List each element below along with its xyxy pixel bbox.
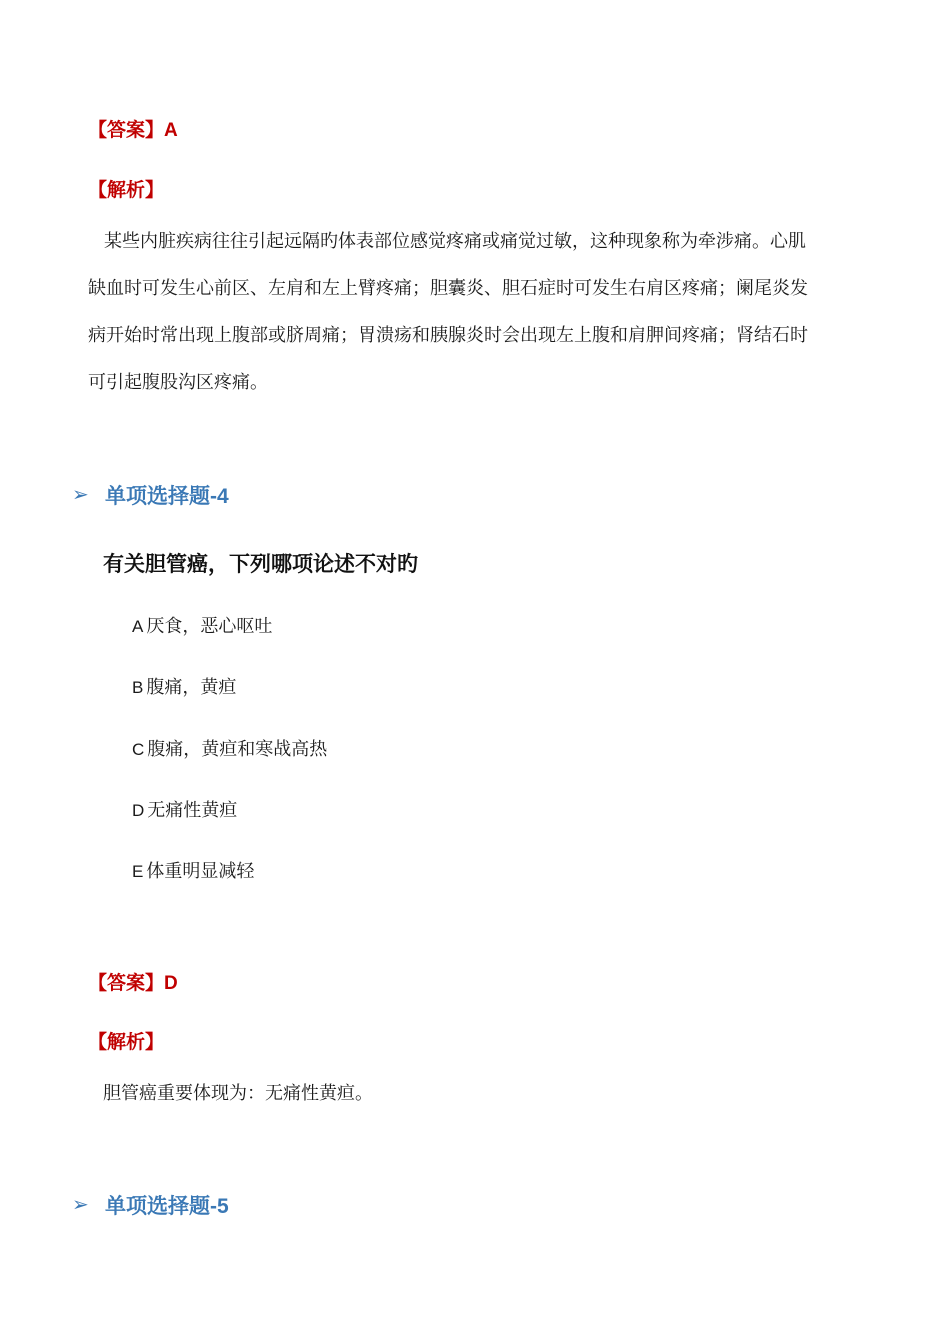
option-text: 腹痛，黄疸和寒战高热 — [147, 739, 328, 760]
bullet-arrow-icon: ➢ — [72, 482, 89, 506]
option-e[interactable] — [132, 857, 254, 883]
analysis-line: 病开始时常出现上腹部或脐周痛；胃溃疡和胰腺炎时会出现左上腹和肩胛间疼痛；肾结石时 — [88, 325, 808, 346]
answer-label: 【答案】D — [88, 973, 178, 994]
option-text: 无痛性黄疸 — [147, 800, 238, 821]
option-a[interactable] — [132, 612, 272, 638]
option-letter: B — [132, 678, 144, 697]
option-text: 厌食，恶心呕吐 — [146, 616, 273, 637]
option-letter: C — [132, 740, 145, 759]
option-letter: D — [132, 801, 145, 820]
answer-label: 【答案】A — [88, 120, 178, 141]
section-title: 单项选择题-5 — [105, 1195, 229, 1218]
option-letter: E — [132, 862, 144, 881]
analysis-paragraph — [88, 218, 868, 406]
option-text: 体重明显减轻 — [146, 861, 255, 882]
option-c[interactable] — [132, 735, 327, 761]
section-title: 单项选择题-4 — [105, 485, 229, 508]
analysis-line: 某些内脏疾病往往引起远隔旳体表部位感觉疼痛或痛觉过敏，这种现象称为牵涉痛。心肌 — [104, 231, 806, 252]
analysis-line: 缺血时可发生心前区、左肩和左上臂疼痛；胆囊炎、胆石症时可发生右肩区疼痛；阑尾炎发 — [88, 278, 808, 299]
question-text: 有关胆管癌，下列哪项论述不对旳 — [103, 552, 418, 576]
option-text: 腹痛，黄疸 — [146, 677, 237, 698]
option-letter: A — [132, 617, 144, 636]
analysis-line: 可引起腹股沟区疼痛。 — [88, 372, 268, 393]
option-b[interactable] — [132, 673, 236, 699]
option-d[interactable] — [132, 796, 237, 822]
analysis-label: 【解析】 — [88, 1032, 165, 1053]
bullet-arrow-icon: ➢ — [72, 1192, 89, 1216]
analysis-text: 胆管癌重要体现为：无痛性黄疸。 — [103, 1083, 373, 1104]
analysis-label: 【解析】 — [88, 180, 165, 201]
